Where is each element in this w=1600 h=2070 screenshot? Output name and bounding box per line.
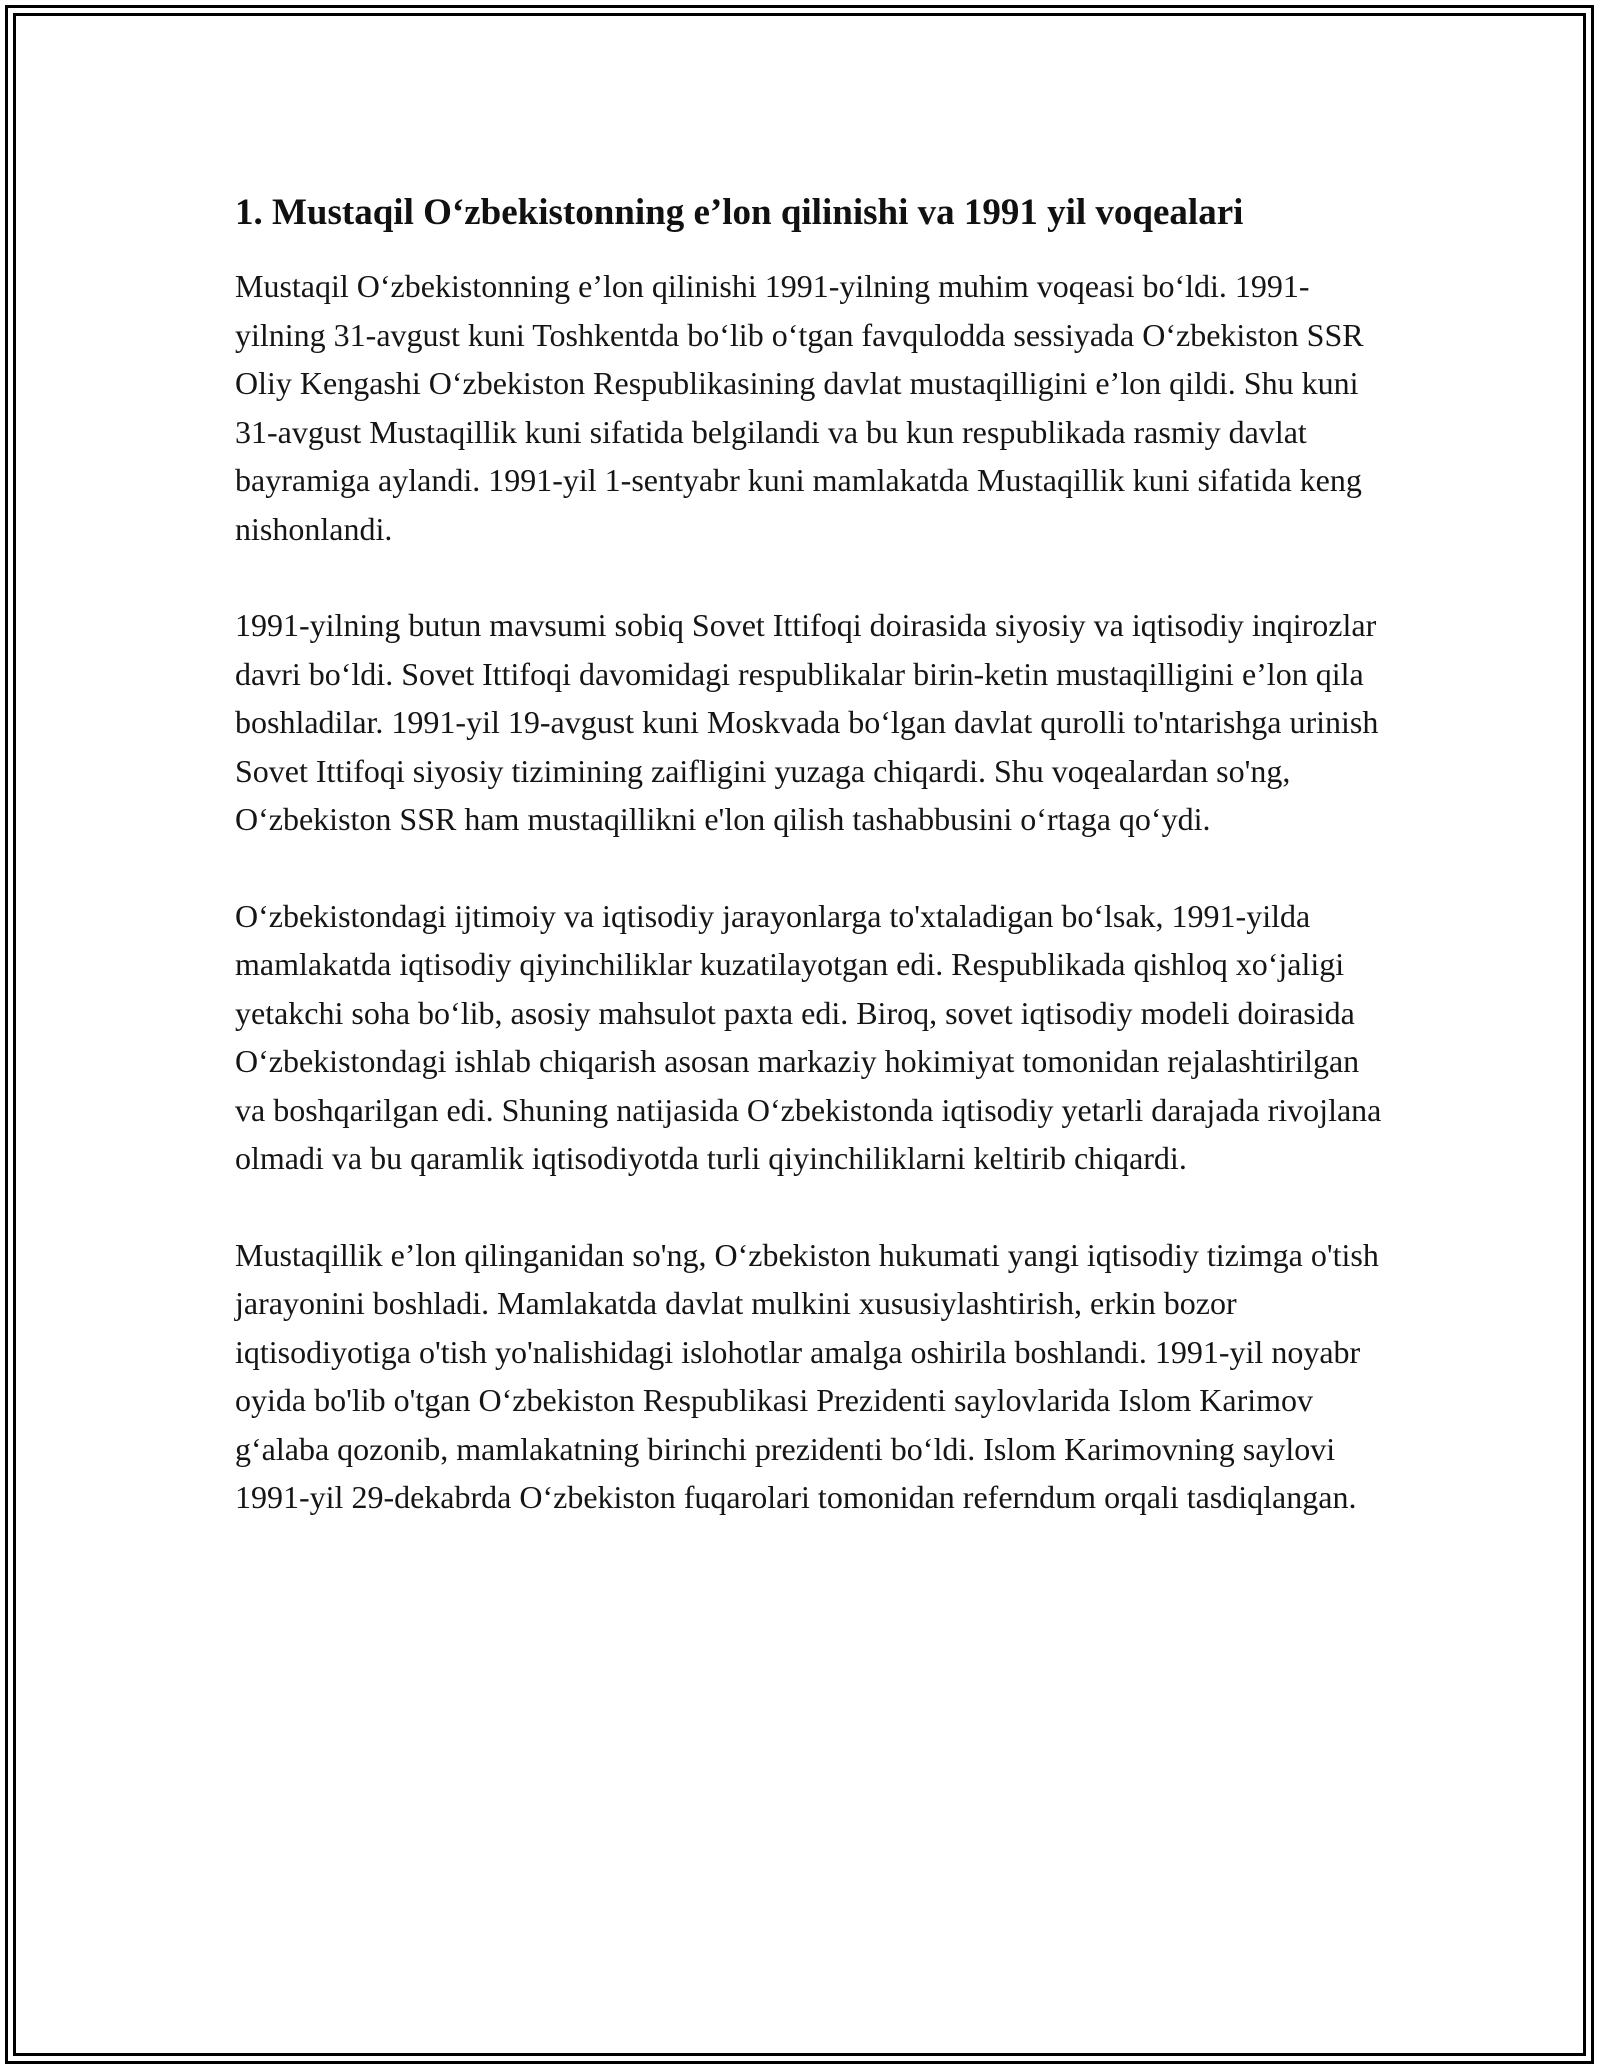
section-title: 1. Mustaqil O‘zbekistonning e’lon qilinishi va 1991 yil voqealari	[235, 192, 1244, 233]
paragraph-3: O‘zbekistondagi ijtimoiy va iqtisodiy jarayonlarga to'xtaladigan bo‘lsak, 1991-yilda mamlakatda iqtisodiy qiyinchiliklar kuzatilayotgan edi. Respublikada qishloq xo‘jaligi yetakchi soha bo‘lib, asosiy mahsulot paxta edi. Biroq, sovet iqtisodiy modeli doirasida O‘zbekistondagi ishlab chiqarish asosan markaziy hokimiyat tomonidan rejalashtirilgan va boshqarilgan edi. Shuning natijasida O‘zbekistonda iqtisodiy yetarli darajada rivojlana olmadi va bu qaramlik iqtisodiyotda turli qiyinchiliklarni keltirib chiqardi.	[235, 897, 1382, 1176]
paragraph-2: 1991-yilning butun mavsumi sobiq Sovet Ittifoqi doirasida siyosiy va iqtisodiy inqirozlar davri bo‘ldi. Sovet Ittifoqi davomidagi respublikalar birin-ketin mustaqilligini e’lon qila boshladilar. 1991-yil 19-avgust kuni Moskvada bo‘lgan davlat qurolli to'ntarishga urinish Sovet Ittifoqi siyosiy tizimining zaifligini yuzaga chiqardi. Shu voqealardan so'ng, O‘zbekiston SSR ham mustaqillikni e'lon qilish tashabbusini o‘rtaga qo‘ydi.	[235, 607, 1379, 837]
paragraph-1: Mustaqil O‘zbekistonning e’lon qilinishi 1991-yilning muhim voqeasi bo‘ldi. 1991-yilning 31-avgust kuni Toshkentda bo‘lib o‘tgan favqulodda sessiyada O‘zbekiston SSR Oliy Kengashi O‘zbekiston Respublikasining davlat mustaqilligini e’lon qildi. Shu kuni 31-avgust Mustaqillik kuni sifatida belgilandi va bu kun respublikada rasmiy davlat bayramiga aylandi. 1991-yil 1-sentyabr kuni mamlakatda Mustaqillik kuni sifatida keng nishonlandi.	[235, 268, 1364, 547]
paragraph-4: Mustaqillik e’lon qilinganidan so'ng, O‘zbekiston hukumati yangi iqtisodiy tizimga o'tish jarayonini boshladi. Mamlakatda davlat mulkini xususiylashtirish, erkin bozor iqtisodiyotiga o'tish yo'nalishidagi islohotlar amalga oshirila boshlandi. 1991-yil noyabr oyida bo'lib o'tgan O‘zbekiston Respublikasi Prezidenti saylovlarida Islom Karimov g‘alaba qozonib, mamlakatning birinchi prezidenti bo‘ldi. Islom Karimovning saylovi 1991-yil 29-dekabrda O‘zbekiston fuqarolari tomonidan referndum orqali tasdiqlangan.	[235, 1236, 1379, 1515]
document-body	[235, 186, 1385, 1570]
